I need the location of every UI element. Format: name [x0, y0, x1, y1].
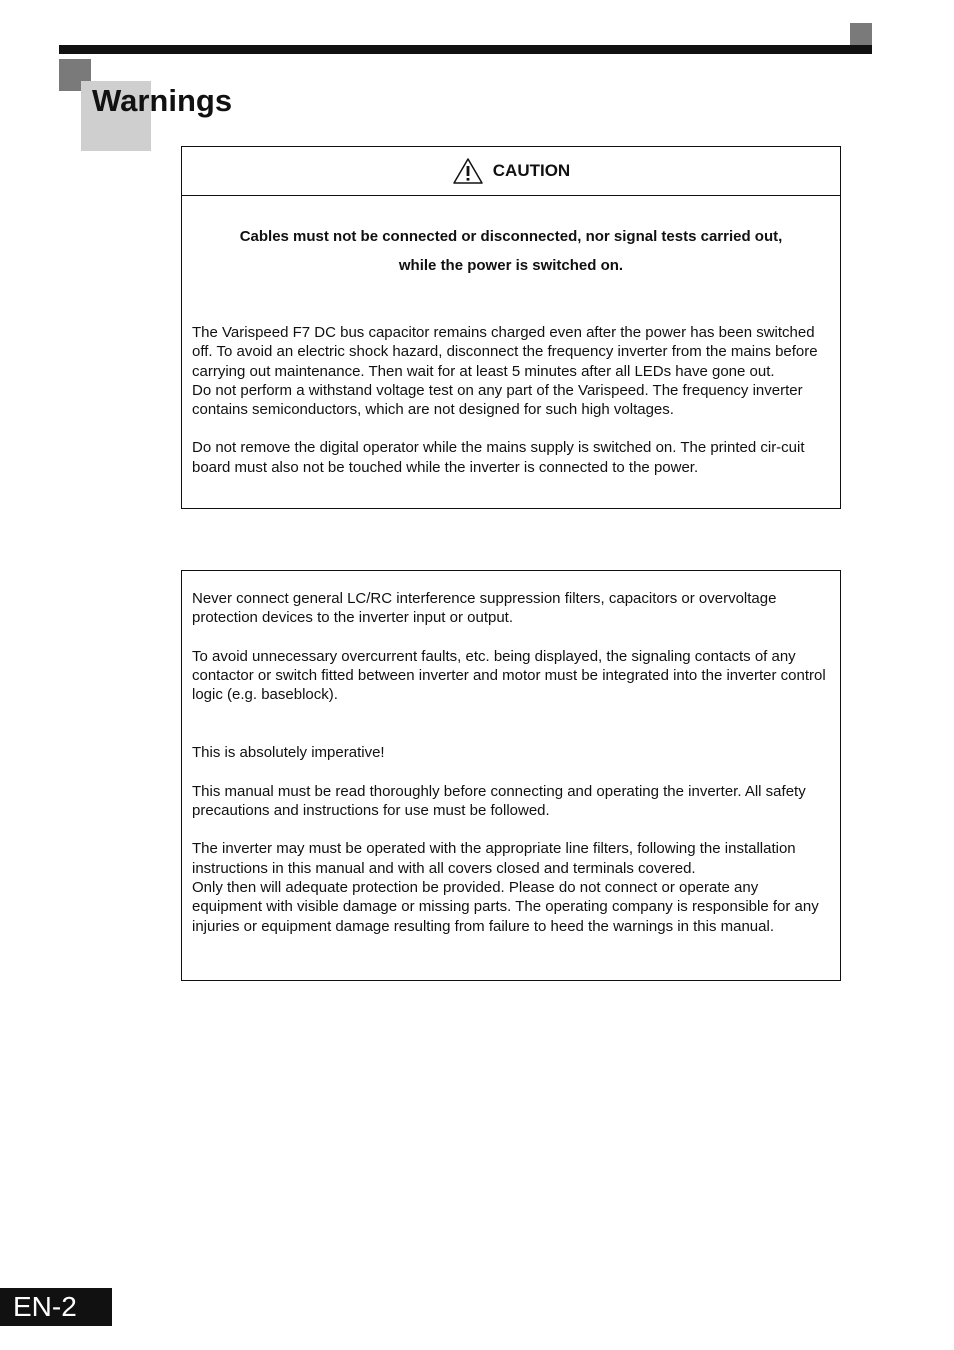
top-rule: [59, 45, 872, 54]
page-number: EN-2: [0, 1288, 112, 1326]
caution-bold-warning: [192, 222, 830, 280]
page-title: Warnings: [92, 83, 233, 118]
caution-paragraph: Do not perform a withstand voltage test on any part of the Varispeed. The frequency inverter contains semiconductors, which are not designed for such high voltages.: [192, 381, 803, 419]
caution-paragraph: Do not remove the digital operator while the mains supply is switched on. The printed cir-cuit board must also not be touched while the inverter is connected to the power.: [192, 439, 805, 476]
bold-warning-line-1: Cables must not be connected or disconnected, nor signal tests carried out,: [239, 228, 783, 245]
caution-paragraph: The Varispeed F7 DC bus capacitor remains charged even after the power has been switched off. To avoid an electric shock hazard, disconnect the frequency inverter from the mains before carrying out maintenance. Then wait for at least 5 minutes after all LEDs have gone out.: [192, 324, 818, 380]
corner-marker-right: [850, 23, 872, 45]
notes-body: [182, 571, 840, 936]
bold-warning-line-2: while the power is switched on.: [398, 257, 624, 274]
caution-box: [181, 146, 841, 509]
warning-triangle-icon: [452, 157, 484, 185]
notes-paragraph: Never connect general LC/RC interference suppression filters, capacitors or overvoltage protection devices to the inverter input or output.: [192, 590, 777, 627]
caution-label: CAUTION: [492, 161, 571, 180]
notes-paragraph: This is absolutely imperative!: [192, 744, 385, 762]
notes-paragraph: To avoid unnecessary overcurrent faults, etc. being displayed, the signaling contacts of any contactor or switch fitted between inverter and motor must be integrated into the inverter control logic (e.g. baseblock).: [192, 647, 826, 704]
caution-body: [182, 196, 840, 477]
caution-header: [182, 147, 840, 196]
notes-paragraph: This manual must be read thoroughly before connecting and operating the inverter. All safety precautions and instructions for use must be followed.: [192, 782, 806, 820]
notes-box: [181, 570, 841, 981]
notes-paragraph: Only then will adequate protection be provided. Please do not connect or operate any equipment with visible damage or missing parts. The operating company is responsible for any injuries or equipment damage resulting from failure to heed the warnings in this manual.: [192, 878, 819, 935]
notes-paragraph: The inverter may must be operated with the appropriate line filters, following the installation instructions in this manual and with all covers closed and terminals covered.: [192, 840, 796, 877]
